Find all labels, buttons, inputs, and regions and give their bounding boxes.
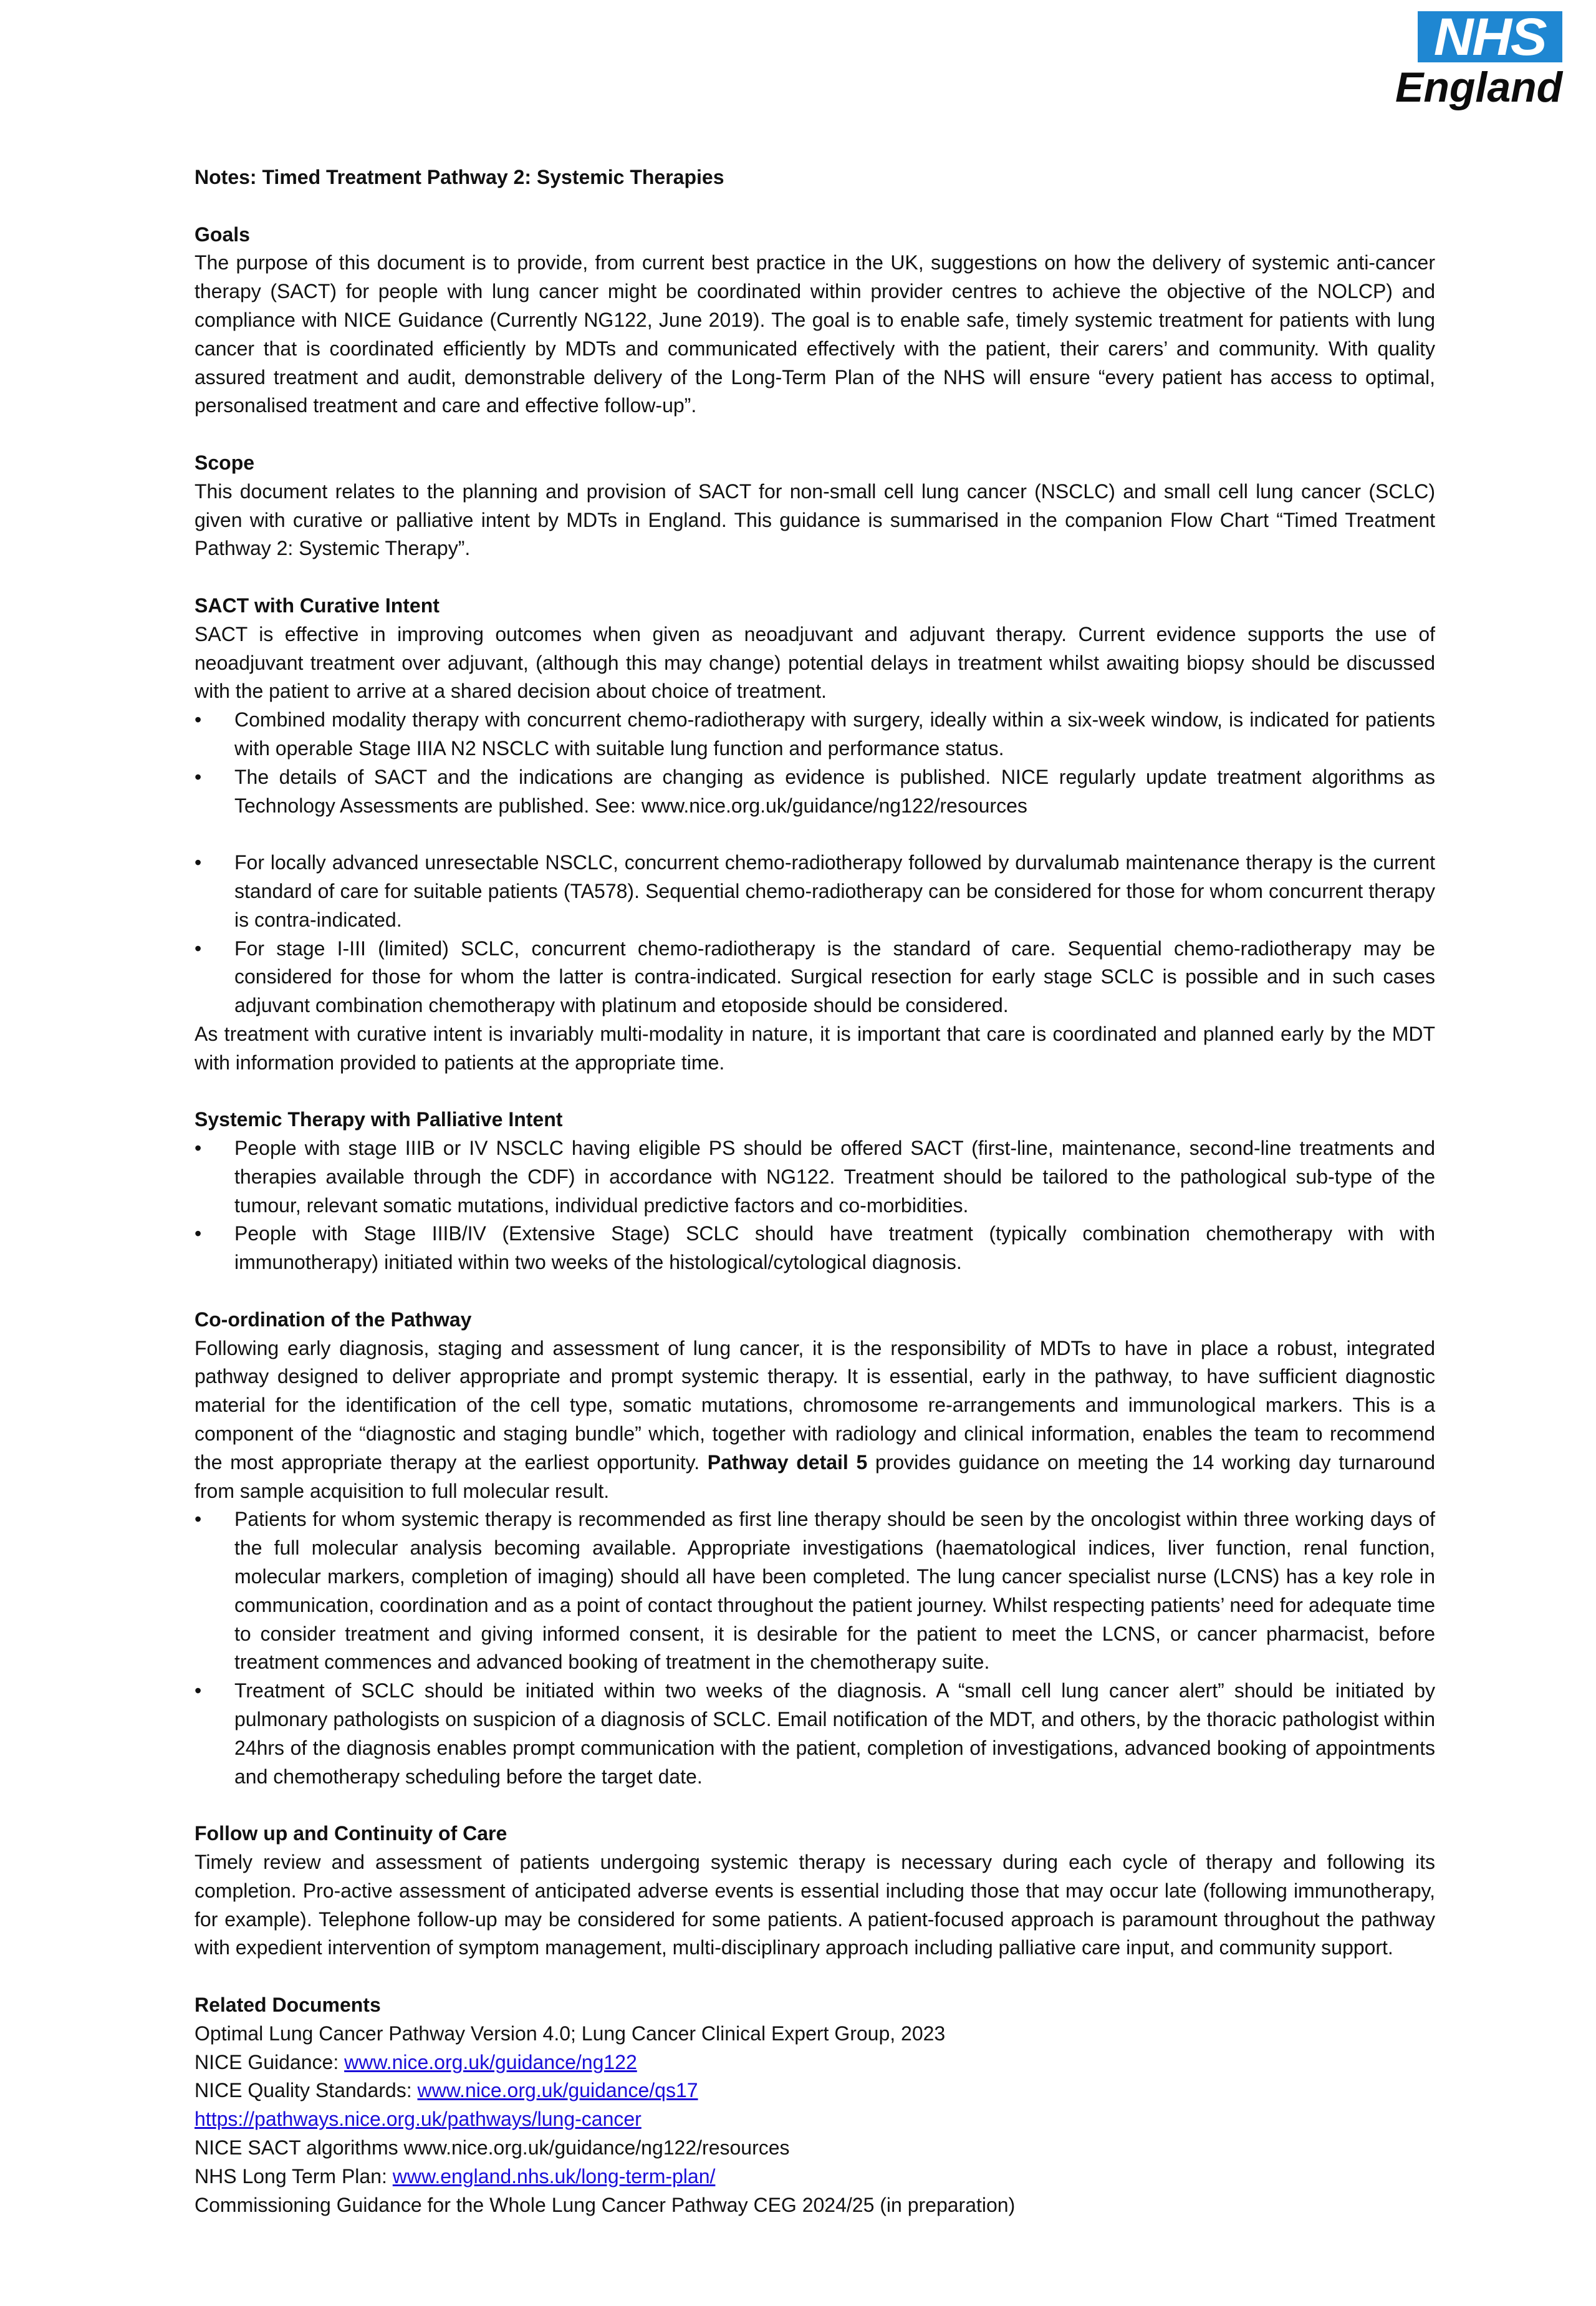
section-paragraph — [195, 1334, 1435, 1506]
list-item — [195, 1220, 1435, 1277]
section-paragraph: SACT is effective in improving outcomes when given as neoadjuvant and adjuvant therapy. Current evidence supports the use of neoadjuvant treatment over adjuvant, (although this may change) potential delays in treatment whilst awaiting biopsy should be discussed with the patient to arrive at a shared decision about choice of treatment. — [195, 622, 1435, 703]
section-heading: SACT with Curative Intent — [195, 594, 440, 617]
related-document-label: NICE Guidance: — [195, 2050, 345, 2073]
related-document-item — [195, 2134, 1435, 2163]
section-scope — [195, 449, 1435, 563]
bullet-icon: • — [195, 937, 202, 960]
bullet-list — [195, 1134, 1435, 1277]
section-palliative-intent — [195, 1106, 1435, 1277]
england-logo-text: England — [1395, 64, 1563, 111]
bullet-icon: • — [195, 765, 202, 788]
list-item-text: The details of SACT and the indications are changing as evidence is published. NICE regularly update treatment algorithms as Technology Assessments are published. See: www.nice.org.uk/guidance/ng122/resources — [234, 765, 1435, 817]
bullet-icon: • — [195, 1222, 202, 1245]
list-item — [195, 1677, 1435, 1791]
list-item-text: For locally advanced unresectable NSCLC, concurrent chemo-radiotherapy followed by durvalumab maintenance therapy is the current standard of care for suitable patients (TA578). Sequential chemo-radiotherapy can be considered for those for whom concurrent therapy is contra-indicated. — [234, 851, 1435, 931]
bullet-icon: • — [195, 1508, 202, 1531]
related-document-label: NICE Quality Standards: — [195, 2079, 418, 2102]
section-paragraph: This document relates to the planning and provision of SACT for non-small cell lung cancer (NSCLC) and small cell lung cancer (SCLC) given with curative or palliative intent by MDTs in England. This guidance is summarised in the companion Flow Chart “Timed Treatment Pathway 2: Systemic Therapy”. — [195, 480, 1435, 560]
related-document-item — [195, 2048, 1435, 2077]
list-item-text: Combined modality therapy with concurrent chemo-radiotherapy with surgery, ideally within a six-week window, is indicated for patients with operable Stage IIIA N2 NSCLC with suitable lung function and performance status. — [234, 708, 1435, 760]
bullet-icon: • — [195, 851, 202, 874]
section-heading: Scope — [195, 451, 255, 474]
section-coordination — [195, 1306, 1435, 1792]
bullet-list — [195, 706, 1435, 820]
section-paragraph: Timely review and assessment of patients undergoing systemic therapy is necessary during each cycle of therapy and following its completion. Pro-active assessment of anticipated adverse events is essential including those that may occur late (following immunotherapy, for example). Telephone follow-up may be considered for some patients. A patient-focused approach is paramount throughout the pathway with expedient intervention of symptom management, multi-disciplinary approach including palliative care input, and community support. — [195, 1851, 1435, 1959]
section-goals — [195, 221, 1435, 421]
related-document-label: NHS Long Term Plan: — [195, 2164, 393, 2188]
list-item-text: Patients for whom systemic therapy is recommended as first line therapy should be seen by the oncologist within three working days of the full molecular analysis becoming available. Appropriate investigations (haematological indices, liver function, renal function, molecular markers, completion of imaging) should all have been completed. The lung cancer specialist nurse (LCNS) has a key role in communication, coordination and as a point of contact throughout the patient journey. Whilst respecting patients’ need for adequate time to consider treatment and giving informed consent, it is desirable for the patient to meet the LCNS, or cancer pharmacist, before treatment commences and advanced booking of treatment in the chemotherapy suite. — [234, 1508, 1435, 1674]
list-item-text: Treatment of SCLC should be initiated within two weeks of the diagnosis. A “small cell lung cancer alert” should be initiated by pulmonary pathologists on suspicion of a diagnosis of SCLC. Email notification of the MDT, and others, by the thoracic pathologist within 24hrs of the diagnosis enables prompt communication with the patient, completion of investigations, advanced booking of appointments and chemotherapy scheduling before the target date. — [234, 1679, 1435, 1788]
list-item-text: People with stage IIIB or IV NSCLC having eligible PS should be offered SACT (first-line, maintenance, second-line treatments and therapies available through the CDF) in accordance with NG122. Treatment should be tailored to the pathological sub-type of the tumour, relevant somatic mutations, individual predictive factors and co-morbidities. — [234, 1137, 1435, 1217]
nhs-england-logo — [1395, 7, 1589, 111]
list-item-text: For stage I-III (limited) SCLC, concurrent chemo-radiotherapy is the standard of care. Sequential chemo-radiotherapy may be considered for those for whom the latter is contra-indicated. Surgical resection for early stage SCLC is possible and in such cases adjuvant combination chemotherapy with platinum and etoposide should be considered. — [234, 937, 1435, 1017]
section-heading: Goals — [195, 223, 250, 246]
list-item — [195, 1134, 1435, 1220]
section-follow-up — [195, 1820, 1435, 1962]
list-item-text: People with Stage IIIB/IV (Extensive Stage) SCLC should have treatment (typically combination chemotherapy with with immunotherapy) initiated within two weeks of the histological/cytological diagnosis. — [234, 1222, 1435, 1274]
section-curative-intent — [195, 592, 1435, 1078]
list-item — [195, 706, 1435, 763]
related-document-label: Optimal Lung Cancer Pathway Version 4.0; Lung Cancer Clinical Expert Group, 2023 — [195, 2022, 946, 2045]
section-paragraph: As treatment with curative intent is invariably multi-modality in nature, it is important that care is coordinated and planned early by the MDT with information provided to patients at the appropriate time. — [195, 1022, 1435, 1074]
nice-guidance-link[interactable]: www.nice.org.uk/guidance/ng122 — [344, 2050, 637, 2073]
bullet-list — [195, 1505, 1435, 1791]
section-heading: Related Documents — [195, 1994, 381, 2016]
section-heading: Follow up and Continuity of Care — [195, 1822, 507, 1845]
related-document-label: Commissioning Guidance for the Whole Lung Cancer Pathway CEG 2024/25 (in preparation) — [195, 2193, 1016, 2216]
pathway-detail-reference: Pathway detail 5 — [707, 1450, 868, 1474]
list-item — [195, 1505, 1435, 1677]
related-document-item — [195, 2105, 1435, 2134]
nhs-logo-text: NHS — [1434, 7, 1546, 66]
list-item — [195, 935, 1435, 1020]
blank-line — [195, 820, 1435, 849]
list-item — [195, 849, 1435, 934]
related-document-label: NICE SACT algorithms www.nice.org.uk/guidance/ng122/resources — [195, 2136, 790, 2159]
document-body — [195, 163, 1435, 2248]
bullet-icon: • — [195, 1679, 202, 1702]
bullet-icon: • — [195, 1137, 202, 1160]
nice-pathways-link[interactable]: https://pathways.nice.org.uk/pathways/lung-cancer — [195, 2108, 642, 2131]
document-title: Notes: Timed Treatment Pathway 2: Systemic Therapies — [195, 166, 724, 188]
nhs-long-term-plan-link[interactable]: www.england.nhs.uk/long-term-plan/ — [392, 2164, 716, 2188]
section-paragraph: The purpose of this document is to provide, from current best practice in the UK, suggestions on how the delivery of systemic anti-cancer therapy (SACT) for people with lung cancer might be coordinated within provider centres to achieve the objective of the NOLCP) and compliance with NICE Guidance (Currently NG122, June 2019). The goal is to enable safe, timely systemic treatment for patients with lung cancer that is coordinated efficiently by MDTs and communicated effectively with the patient, their carers’ and community. With quality assured treatment and audit, demonstrable delivery of the Long-Term Plan of the NHS will ensure “every patient has access to optimal, personalised treatment and care and effective follow-up”. — [195, 251, 1435, 417]
section-heading: Systemic Therapy with Palliative Intent — [195, 1108, 563, 1131]
nice-quality-standards-link[interactable]: www.nice.org.uk/guidance/qs17 — [417, 2079, 698, 2102]
paragraph-text: Following early diagnosis, staging and assessment of lung cancer, it is the responsibility of MDTs to have in place a robust, integrated pathway designed to deliver appropriate and prompt systemic therapy. It is essential, early in the pathway, to have sufficient diagnostic material for the identification of the cell type, somatic mutations, chromosome re-arrangements and immunological markers. This is a component of the “diagnostic and staging bundle” which, together with radiology and clinical information, enables the team to recommend the most appropriate therapy at the earliest opportunity. — [195, 1336, 1435, 1474]
paragraph-text: provides guidance on meeting the 14 working day turnaround from sample acquisition to full molecular result. — [195, 1450, 1435, 1502]
bullet-icon: • — [195, 708, 202, 731]
related-document-item — [195, 2163, 1435, 2191]
bullet-list — [195, 849, 1435, 1020]
list-item — [195, 763, 1435, 821]
related-document-item — [195, 2020, 1435, 2048]
nhs-logo-box — [1418, 7, 1562, 66]
section-heading: Co-ordination of the Pathway — [195, 1308, 472, 1331]
related-document-item — [195, 2077, 1435, 2105]
section-related-documents — [195, 1991, 1435, 2219]
related-document-item — [195, 2191, 1435, 2220]
